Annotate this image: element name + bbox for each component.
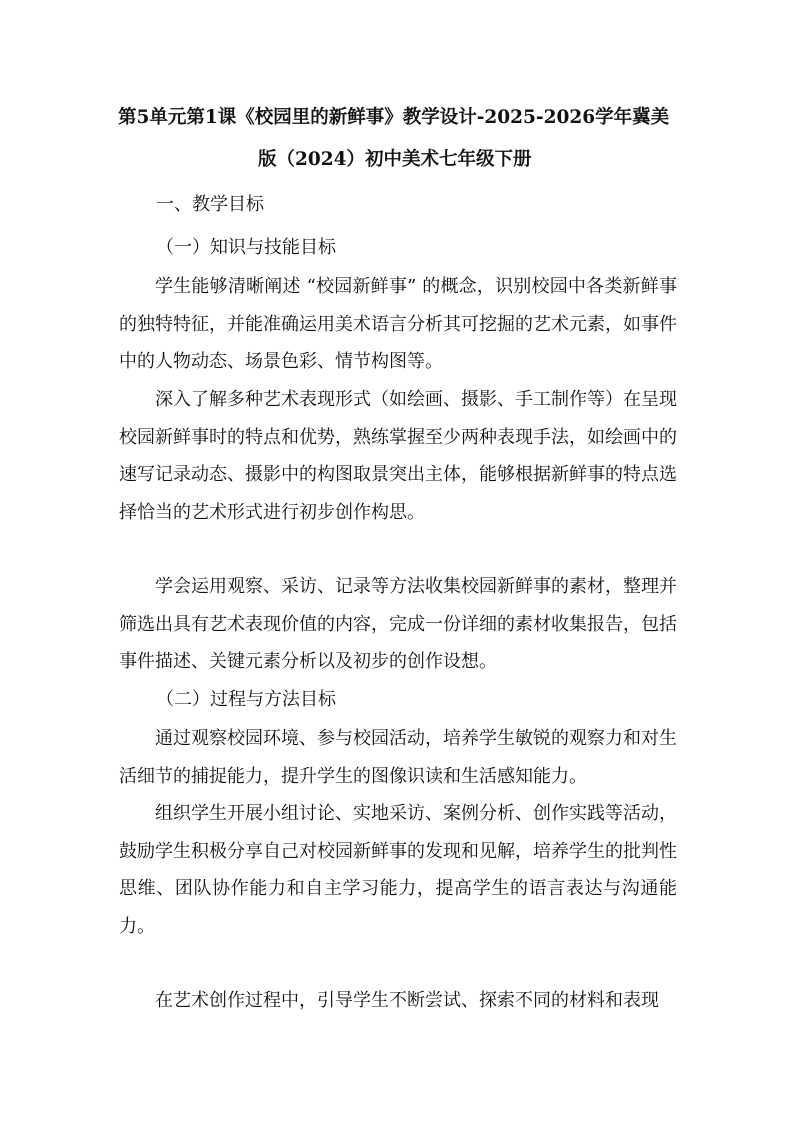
subheading-process-methods: （二）过程与方法目标 [156,689,336,710]
paragraph-5: 组织学生开展小组讨论、实地采访、案例分析、创作实践等活动，鼓励学生积极分享自己对校园新鲜事的发现和见解，培养学生的批判性思维、团队协作能力和自主学习能力，提高学生的语言表达与沟通能力。 [119,803,677,937]
paragraph-4: 通过观察校园环境、参与校园活动，培养学生敏锐的观察力和对生活细节的捕捉能力，提升学生的图像识读和生活感知能力。 [119,728,677,787]
document-title-line-2: 版（2024）初中美术七年级下册 [258,149,532,170]
subheading-knowledge-skills: （一）知识与技能目标 [156,237,336,258]
document-title-line-1: 第5单元第1课《校园里的新鲜事》教学设计-2025-2026学年冀美 [118,107,670,128]
paragraph-3: 学会运用观察、采访、记录等方法收集校园新鲜事的素材，整理并筛选出具有艺术表现价值的内容，完成一份详细的素材收集报告，包括事件描述、关键元素分析以及初步的创作设想。 [119,576,677,673]
paragraph-6: 在艺术创作过程中，引导学生不断尝试、探索不同的材料和表现 [155,990,659,1011]
section-heading-teaching-goals: 一、教学目标 [156,194,264,215]
paragraph-1: 学生能够清晰阐述 “校园新鲜事” 的概念，识别校园中各类新鲜事的独特特征，并能准确运用美术语言分析其可挖掘的艺术元素，如事件中的人物动态、场景色彩、情节构图等。 [119,276,677,373]
paragraph-2: 深入了解多种艺术表现形式（如绘画、摄影、手工制作等）在呈现校园新鲜事时的特点和优势，熟练掌握至少两种表现手法，如绘画中的速写记录动态、摄影中的构图取景突出主体，能够根据新鲜事的特点选择恰当的艺术形式进行初步创作构思。 [119,389,677,523]
